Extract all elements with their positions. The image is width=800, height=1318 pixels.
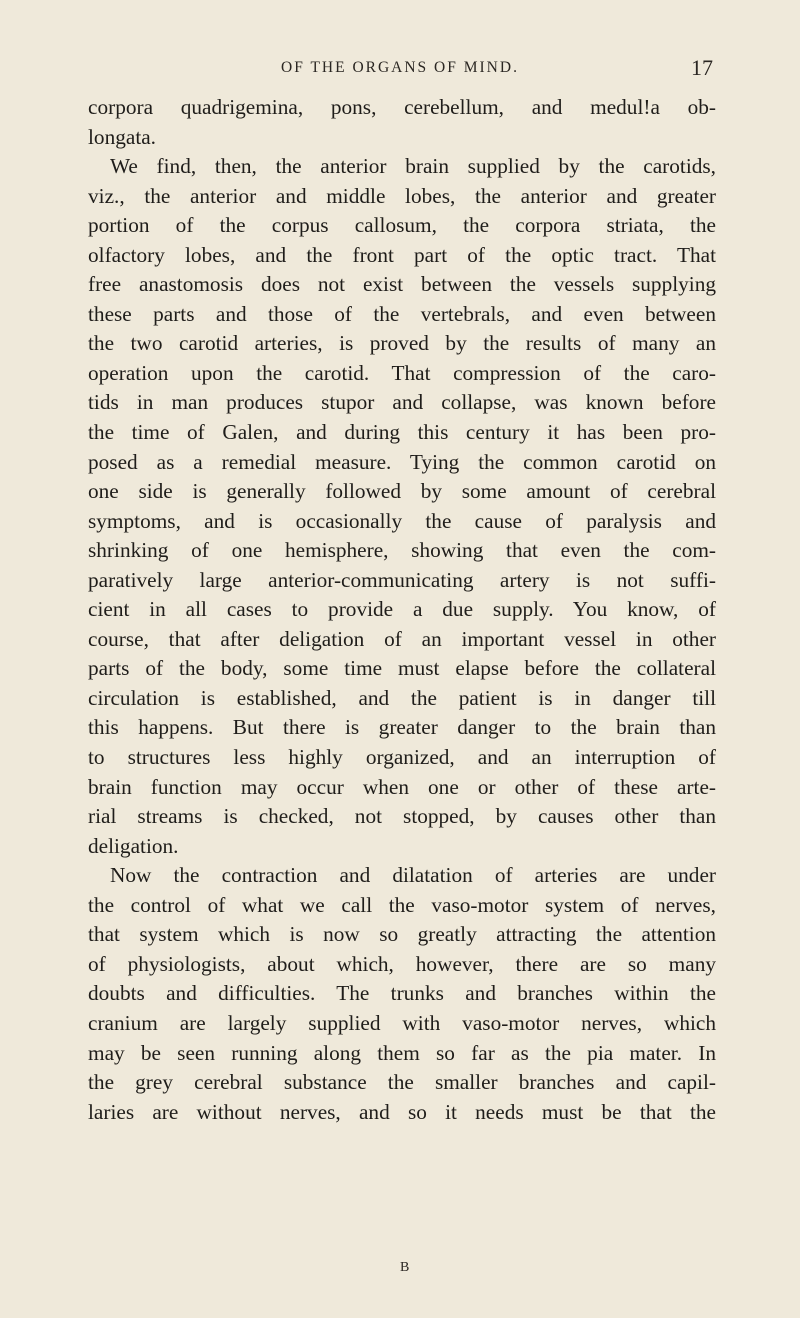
running-head: OF THE ORGANS OF MIND.: [281, 59, 519, 76]
text-line: tids in man produces stupor and collapse, was known before: [88, 390, 716, 415]
text-line: circulation is established, and the patient is in danger till: [88, 685, 716, 710]
text-line: the control of what we call the vaso-motor system of nerves,: [88, 892, 716, 917]
text-line: the grey cerebral substance the smaller branches and capil-: [88, 1070, 716, 1095]
text-line: operation upon the carotid. That compression of the caro-: [88, 360, 716, 385]
text-line: one side is generally followed by some amount of cerebral: [88, 479, 716, 504]
text-line: deligation.: [88, 833, 179, 858]
body-text: [88, 93, 716, 1127]
page-header: [0, 55, 800, 85]
text-line: laries are without nerves, and so it needs must be that the: [88, 1099, 716, 1124]
text-line: these parts and those of the vertebrals, and even between: [88, 301, 716, 326]
text-line: olfactory lobes, and the front part of the optic tract. That: [88, 242, 716, 267]
text-line: corpora quadrigemina, pons, cerebellum, and medul!a ob-: [88, 95, 716, 119]
text-line: longata.: [88, 124, 157, 149]
text-line: this happens. But there is greater danger to the brain than: [88, 715, 716, 740]
text-line: rial streams is checked, not stopped, by causes other than: [88, 804, 716, 829]
text-line: brain function may occur when one or other of these arte-: [88, 774, 716, 799]
text-line: the two carotid arteries, is proved by the results of many an: [88, 331, 716, 356]
text-line: the time of Galen, and during this century it has been pro-: [88, 420, 716, 445]
text-line: may be seen running along them so far as the pia mater. In: [88, 1040, 716, 1065]
text-line: to structures less highly organized, and an interruption of: [88, 745, 716, 770]
text-line: We find, then, the anterior brain supplied by the carotids,: [110, 154, 716, 179]
text-line: paratively large anterior-communicating artery is not suffi-: [88, 567, 716, 592]
text-line: portion of the corpus callosum, the corpora striata, the: [88, 213, 716, 238]
text-line: course, that after deligation of an important vessel in other: [88, 626, 716, 651]
signature-mark: B: [400, 1260, 410, 1275]
text-line: of physiologists, about which, however, there are so many: [88, 951, 716, 976]
text-line: cranium are largely supplied with vaso-motor nerves, which: [88, 1010, 716, 1035]
text-line: Now the contraction and dilatation of arteries are under: [110, 863, 716, 888]
text-line: symptoms, and is occasionally the cause of paralysis and: [88, 508, 716, 533]
text-line: viz., the anterior and middle lobes, the anterior and greater: [88, 183, 716, 208]
text-line: parts of the body, some time must elapse before the collateral: [88, 656, 716, 681]
text-line: shrinking of one hemisphere, showing that even the com-: [88, 538, 716, 563]
text-line: that system which is now so greatly attracting the attention: [88, 922, 716, 947]
text-line: posed as a remedial measure. Tying the common carotid on: [88, 449, 716, 474]
text-line: doubts and difficulties. The trunks and branches within the: [88, 981, 716, 1006]
page-number: 17: [691, 55, 713, 80]
text-line: free anastomosis does not exist between the vessels supplying: [88, 272, 716, 297]
text-line: cient in all cases to provide a due supply. You know, of: [88, 597, 716, 622]
